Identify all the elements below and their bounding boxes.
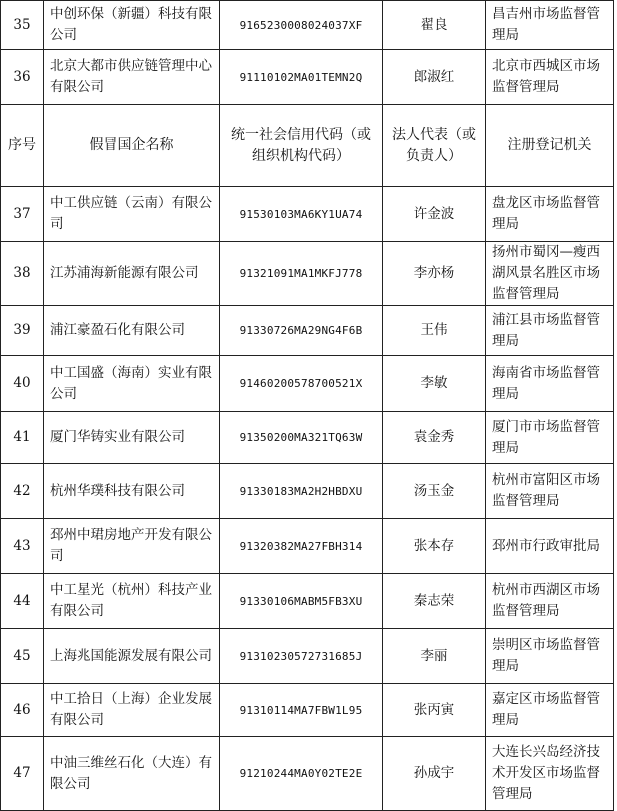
legal-rep: 袁金秀	[383, 412, 486, 464]
registration-authority: 海南省市场监督管理局	[486, 356, 614, 412]
credit-code: 91321091MA1MKFJ778	[220, 242, 383, 306]
legal-rep: 翟良	[383, 1, 486, 50]
row-number: 40	[1, 356, 44, 412]
credit-code: 91330726MA29NG4F6B	[220, 306, 383, 356]
legal-rep: 李亦杨	[383, 242, 486, 306]
registration-authority: 北京市西城区市场监督管理局	[486, 50, 614, 105]
registration-authority: 大连长兴岛经济技术开发区市场监督管理局	[486, 737, 614, 811]
legal-rep: 王伟	[383, 306, 486, 356]
legal-rep: 郎淑红	[383, 50, 486, 105]
row-number: 45	[1, 629, 44, 684]
table-header-row	[1, 105, 614, 187]
company-name: 中工供应链（云南）有限公司	[44, 187, 220, 242]
legal-rep: 许金波	[383, 187, 486, 242]
company-name: 邳州中珺房地产开发有限公司	[44, 519, 220, 574]
row-number: 39	[1, 306, 44, 356]
row-number: 47	[1, 737, 44, 811]
table-row	[1, 356, 614, 412]
credit-code: 91210244MA0Y02TE2E	[220, 737, 383, 811]
company-name: 中工星光（杭州）科技产业有限公司	[44, 574, 220, 629]
credit-code: 91330106MABM5FB3XU	[220, 574, 383, 629]
header-legal-rep: 法人代表（或负责人）	[383, 105, 486, 187]
row-number: 41	[1, 412, 44, 464]
table-row	[1, 684, 614, 737]
table-row	[1, 1, 614, 50]
row-number: 37	[1, 187, 44, 242]
header-credit-code: 统一社会信用代码（或组织机构代码）	[220, 105, 383, 187]
credit-code: 9165230008024037XF	[220, 1, 383, 50]
registration-authority: 昌吉州市场监督管理局	[486, 1, 614, 50]
company-name: 中油三维丝石化（大连）有限公司	[44, 737, 220, 811]
credit-code: 91530103MA6KY1UA74	[220, 187, 383, 242]
company-name: 中工拾日（上海）企业发展有限公司	[44, 684, 220, 737]
row-number: 46	[1, 684, 44, 737]
company-name: 厦门华铸实业有限公司	[44, 412, 220, 464]
registration-authority: 杭州市西湖区市场监督管理局	[486, 574, 614, 629]
legal-rep: 汤玉金	[383, 464, 486, 519]
legal-rep: 孙成宇	[383, 737, 486, 811]
registration-authority: 盘龙区市场监督管理局	[486, 187, 614, 242]
registration-authority: 厦门市市场监督管理局	[486, 412, 614, 464]
registration-authority: 邳州市行政审批局	[486, 519, 614, 574]
fake-soe-table	[0, 104, 614, 811]
credit-code: 91320382MA27FBH314	[220, 519, 383, 574]
row-number: 38	[1, 242, 44, 306]
row-number: 36	[1, 50, 44, 105]
registration-authority: 扬州市蜀冈—瘦西湖风景名胜区市场监督管理局	[486, 242, 614, 306]
table-row	[1, 306, 614, 356]
row-number: 44	[1, 574, 44, 629]
legal-rep: 李丽	[383, 629, 486, 684]
credit-code: 91330183MA2H2HBDXU	[220, 464, 383, 519]
company-name: 中创环保（新疆）科技有限公司	[44, 1, 220, 50]
table-row	[1, 629, 614, 684]
company-name: 浦江豪盈石化有限公司	[44, 306, 220, 356]
legal-rep: 秦志荣	[383, 574, 486, 629]
row-number: 35	[1, 1, 44, 50]
row-number: 43	[1, 519, 44, 574]
registration-authority: 浦江县市场监督管理局	[486, 306, 614, 356]
company-name: 上海兆国能源发展有限公司	[44, 629, 220, 684]
legal-rep: 张本存	[383, 519, 486, 574]
company-name: 杭州华璞科技有限公司	[44, 464, 220, 519]
legal-rep: 张丙寅	[383, 684, 486, 737]
header-company-name: 假冒国企名称	[44, 105, 220, 187]
table-continued-rows	[0, 0, 614, 105]
credit-code: 914602005787005​21X	[220, 356, 383, 412]
company-name: 中工国盛（海南）实业有限公司	[44, 356, 220, 412]
registration-authority: 杭州市富阳区市场监督管理局	[486, 464, 614, 519]
table-row	[1, 519, 614, 574]
legal-rep: 李敏	[383, 356, 486, 412]
row-number: 42	[1, 464, 44, 519]
table-row	[1, 50, 614, 105]
credit-code: 91310230572731685J	[220, 629, 383, 684]
table-row	[1, 574, 614, 629]
table-row	[1, 242, 614, 306]
company-name: 江苏浦海新能源有限公司	[44, 242, 220, 306]
credit-code: 91350200MA321TQ63W	[220, 412, 383, 464]
registration-authority: 崇明区市场监督管理局	[486, 629, 614, 684]
table-row	[1, 464, 614, 519]
credit-code: 91310114MA7FBW1L95	[220, 684, 383, 737]
company-name: 北京大都市供应链管理中心有限公司	[44, 50, 220, 105]
registration-authority: 嘉定区市场监督管理局	[486, 684, 614, 737]
header-registration-authority: 注册登记机关	[486, 105, 614, 187]
credit-code: 91110102MA01TEMN2Q	[220, 50, 383, 105]
header-number: 序号	[1, 105, 44, 187]
table-row	[1, 187, 614, 242]
table-row	[1, 737, 614, 811]
table-row	[1, 412, 614, 464]
